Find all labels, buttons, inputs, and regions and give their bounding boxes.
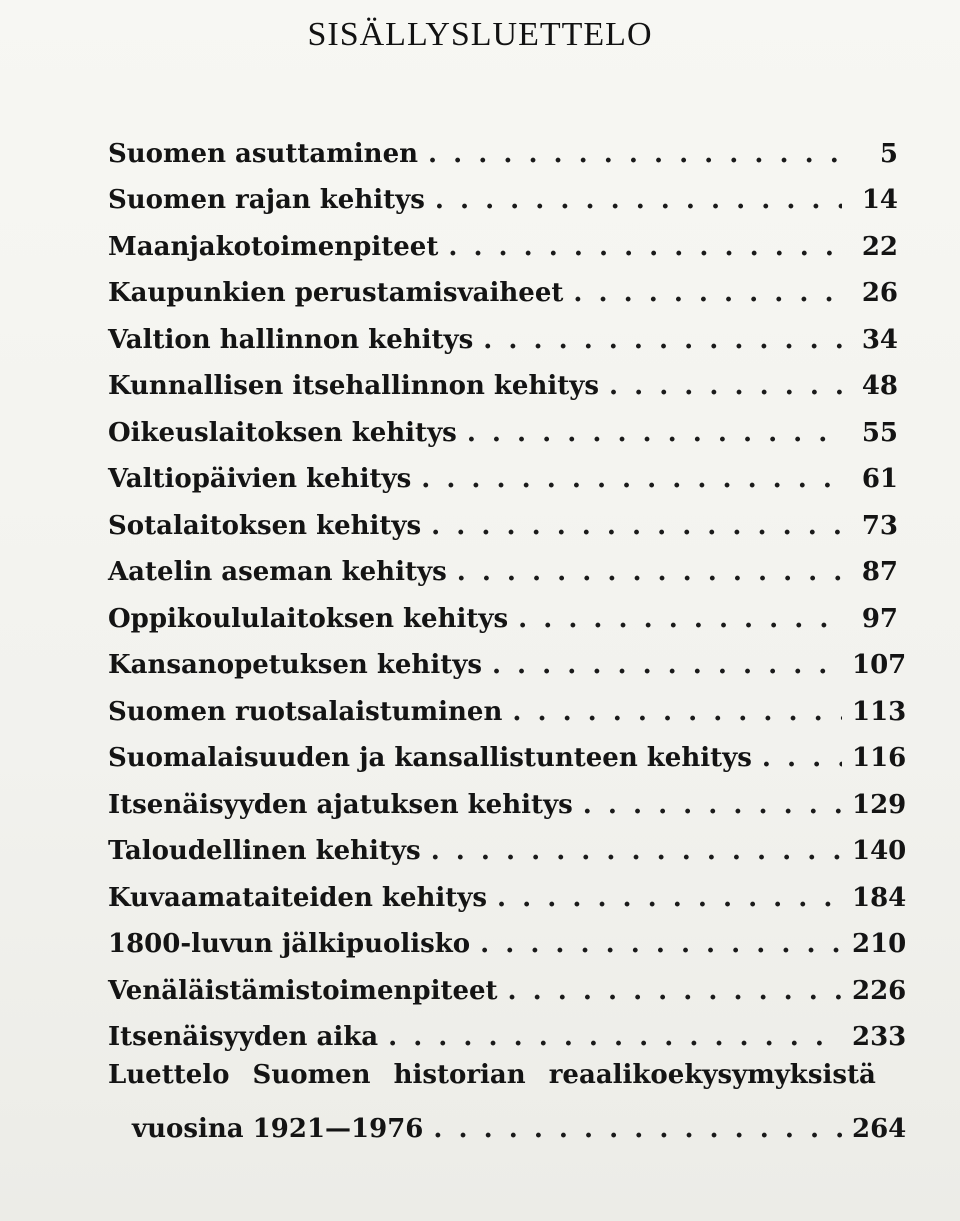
toc-entry-page: 55 [861,417,898,448]
toc-entry-page: 113 [852,696,907,727]
dot-leader [762,745,842,771]
table-of-contents [108,120,907,1144]
toc-entry-page: 97 [861,603,898,634]
dot-leader [428,141,842,167]
dot-leader [492,652,842,678]
toc-entry-label: Valtiopäivien kehitys [108,464,412,494]
toc-entry-label-line1: Luettelo Suomen historian reaalikoekysymyksistä [108,1060,876,1090]
toc-entry [108,539,898,586]
toc-entry-label: Valtion hallinnon kehitys [108,324,474,355]
toc-entry-label: Maanjakotoimenpiteet [108,231,439,262]
toc-entry [108,260,898,307]
toc-entry-label-line2: vuosina 1921—1976 [132,1114,424,1144]
toc-entry-label: Kunnallisen itsehallinnon kehitys [108,371,599,401]
toc-entry-label: Kansanopetuksen kehitys [108,650,482,680]
dot-leader [421,466,842,492]
toc-entry [108,771,907,820]
toc-entry-label: Itsenäisyyden aika [108,1022,379,1052]
toc-entry-label: Suomen rajan kehitys [108,185,425,215]
toc-entry-page: 226 [852,975,907,1006]
dot-leader [435,187,842,213]
toc-entry [108,446,898,493]
dot-leader [518,606,842,632]
toc-entry [108,167,898,214]
toc-entry-multiline [108,1060,907,1144]
dot-leader [583,792,842,818]
dot-leader [508,978,842,1004]
toc-entry [108,632,907,680]
toc-entry-page: 264 [852,1114,907,1144]
toc-entry [108,911,907,959]
toc-entry-label: Kuvaamataiteiden kehitys [108,882,488,913]
dot-leader [609,373,842,399]
toc-entry-page: 116 [852,743,907,773]
toc-entry [108,306,898,353]
toc-entry [108,1004,907,1052]
dot-leader [388,1024,842,1050]
dot-leader [573,280,842,306]
toc-entry [108,120,898,167]
toc-entry [108,818,907,866]
dot-leader [480,931,842,957]
toc-entry-label: Suomen asuttaminen [108,138,419,169]
toc-entry-label: Sotalaitoksen kehitys [108,510,422,541]
toc-entry [108,725,907,773]
dot-leader [512,699,842,725]
toc-entry-label: Kaupunkien perustamisvaiheet [108,278,564,308]
toc-entry-page: 22 [861,231,898,262]
dot-leader [467,420,842,446]
dot-leader [497,885,842,911]
toc-entry-label: Suomen ruotsalaistuminen [108,696,503,727]
toc-entry [108,678,907,727]
toc-entry-page: 184 [852,882,907,913]
toc-entry-page: 87 [861,557,898,587]
toc-entry-label: Venäläistämistoimenpiteet [108,975,498,1006]
toc-entry-page: 140 [852,836,907,866]
toc-entry-label: Taloudellinen kehitys [108,836,421,866]
toc-entry-label: Suomalaisuuden ja kansallistunteen kehitys [108,743,752,773]
toc-entry-page: 129 [852,789,907,820]
toc-entry-page: 107 [852,650,907,680]
dot-leader [433,1116,842,1142]
toc-entry-page: 73 [861,510,898,541]
dot-leader [457,559,842,585]
toc-entry-label: Aatelin aseman kehitys [108,557,447,587]
toc-entry-label: Itsenäisyyden ajatuksen kehitys [108,789,573,820]
dot-leader [483,327,842,353]
dot-leader [448,234,842,260]
toc-entry [108,957,907,1006]
toc-entry-page: 34 [861,324,898,355]
toc-entry-label: Oikeuslaitoksen kehitys [108,417,457,448]
toc-entry [108,585,898,632]
dot-leader [431,513,842,539]
toc-entry-page: 233 [852,1022,907,1052]
toc-entry-label: Oppikoululaitoksen kehitys [108,603,509,634]
toc-entry-page: 5 [879,138,898,169]
toc-entry-page: 14 [861,185,898,215]
toc-entry-page: 26 [861,278,898,308]
toc-entry [108,399,898,446]
toc-entry-page: 61 [861,464,898,494]
toc-entry [108,492,898,539]
toc-entry-page: 48 [861,371,898,401]
toc-entry [108,864,907,913]
toc-entry-page: 210 [852,929,907,959]
toc-entry-label: 1800-luvun jälkipuolisko [108,929,471,959]
page-title: SISÄLLYSLUETTELO [307,16,653,53]
toc-entry [108,213,898,260]
dot-leader [431,838,842,864]
toc-entry [108,353,898,400]
